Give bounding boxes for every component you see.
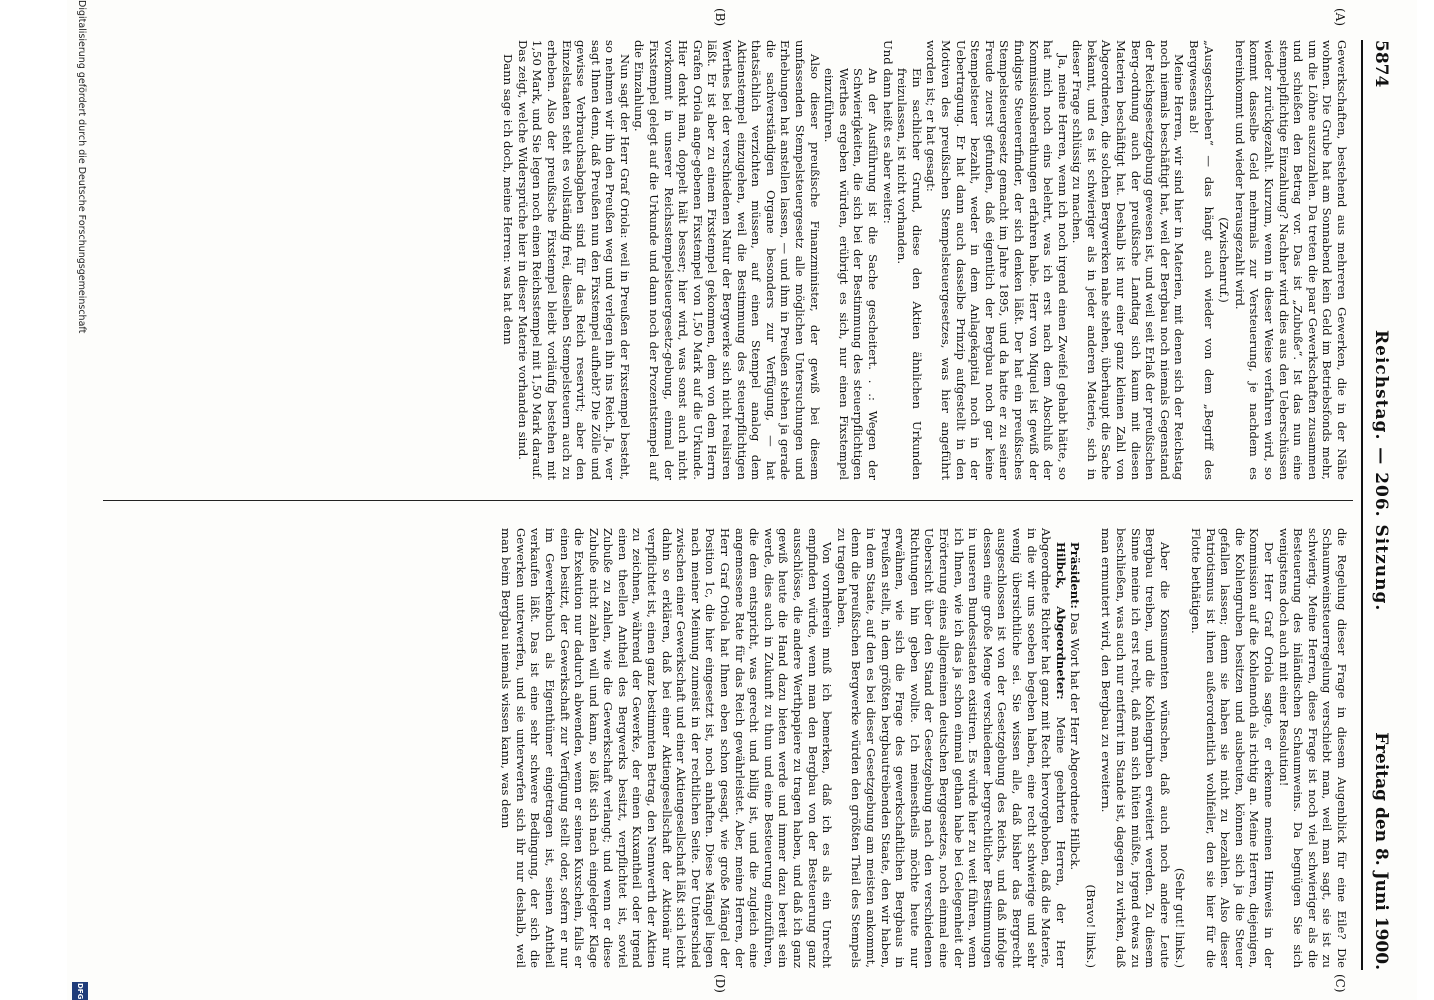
session-date: Freitag den 8. Juni 1900. — [1371, 732, 1391, 970]
paragraph: (Sehr gut! links.) — [1173, 868, 1188, 968]
paragraph: Aber die Konsumenten wünschen, daß auch noch andere Leute Bergbau treiben, und die Kohlengruben erweitert werden. Zu diesem Sinne meine ich erst recht, daß man sich hüten müßte, irgend etwas zu beschließen, was auch nur entfernt im Stande ist, dagegen zu wirken, daß man ermuntert wird, den Bergbau zu erweitern. — [1099, 528, 1172, 968]
paragraph: An der Ausführung ist die Sache gescheitert. . .: Wegen der Schwierigkeiten, die sich bei der Bestimmung des steuerpflichtigen Werthes ergeben würden, erübrigt es sich, nur einen Fixstempel einzuführen. — [822, 68, 880, 480]
paragraph: Der Herr Graf Oriola sagte, er erkenne meinen Hinweis in der Kommission auf die Kohlennoth als richtig an. Meine Herren, diejenigen, die Kohlengruben besitzen und ausbeuten, können sich ja die Steuer gefallen lassen; denn sie haben sie nicht zu bezahlen. Also dieser Patriotismus ist ihnen außerordentlich wohlfeiler, den sie hier für die Flotte bethätigen. — [1189, 528, 1277, 968]
left-text-column — [501, 40, 1349, 480]
paragraph: (Zwischenruf.) — [1217, 217, 1232, 303]
page-header — [1361, 40, 1397, 970]
paragraph: Hilbck, Abgeordneter: Meine geehrten Herren, der Herr Abgeordnete Richter hat ganz mit Recht hervorgehoben, daß die Materie, in die wir uns soeben begeben haben, eine recht schwierige und sehr wenig übersichtliche sei. Sie wissen alle, daß bisher das Bergrecht ausgeschlossen ist von der Gesetzgebung des Reichs, und daß infolge dessen eine große Menge verschiedener bergrechtlicher Bestimmungen in unseren Bundesstaaten existiren. Es würde hier zu weit führen, wenn ich Ihnen, wie ich das ja schon einmal gethan habe bei Gelegenheit der Erörterung eines allgemeinen deutschen Berggesetzes, noch einmal eine Uebersicht über den Stand der Gesetzgebung nach den verschiedenen Richtungen hin geben wollte. Ich meinestheils möchte heute nur erwähnen, wie sich die Frage des gewerkschaftlichen Bergbaus in Preußen stellt, in dem größten bergbautreibenden Staate, den wir haben, in dem Staate, auf den es bei dieser Gesetzgebung am meisten ankommt, denn die preußischen Bergwerke würden den größten Theil des Stempels zu tragen haben. — [834, 528, 1068, 968]
page-number: 5874 — [1371, 40, 1391, 88]
paragraph: Also dieser preußische Finanzminister, der gewiß bei diesem umfassenden Stempelsteuergesetz alle möglichen Untersuchungen und Erhebungen hat anstellen lassen, — und ihm in Preußen stehen ja gerade die sachverständigen Organe besonders zur Verfügung, — hat thatsächlich verzichten müssen, auf einen Stempel analog dem Aktienstempel einzugehen, weil die Bestimmung des steuerpflichtigen Werthes bei der verschiedenen Natur der Bergwerke sich nicht realisiren läßt. Er ist aber zu einem Fixstempel gekommen, dem von dem Herrn Grafen Oriola ange-gebenen Fixstempel von 1,50 Mark auf die Urkunde. Hier denkt man, doppelt hält besser; hier wird, was sonst auch nicht vorkommt in unserer Reichsstempelsteuergesetz-gebung, einmal der Fixstempel gelegt auf die Urkunde und dann noch der Prozentstempel auf die Einzahlung. — [632, 40, 822, 480]
margin-marker-b: (B) — [713, 8, 727, 27]
paragraph: Ein sachlicher Grund, diese den Aktien ähnlichen Urkunden freizulassen, ist nicht vorhanden. — [895, 68, 924, 480]
paragraph: Dann sage ich doch, meine Herren: was hat denn — [501, 54, 516, 345]
page-footer — [71, 0, 89, 1000]
margin-marker-c: (C) — [1333, 974, 1347, 993]
paragraph: (Bravo! links.) — [1083, 884, 1098, 968]
margin-marker-d: (D) — [713, 974, 727, 993]
paragraph: Von vornherein muß ich bemerken, daß ich es als ein Unrecht empfinden würde, wenn man den Bergbau von der Besteuerung ganz ausschlösse, die andere Werthpapiere zu tragen haben, und daß ich ganz gewiß heute die Hand dazu bieten werde und immer dazu bereit sein werde, dies auch in Zukunft zu thun und eine Besteuerung einzuführen, die dem entspricht, was gerecht und billig ist, und die zugleich eine angemessene Rate für das Reich gewährleistet. Aber, meine Herren, der Herr Graf Oriola hat Ihnen eben schon gesagt, wie große Mängel der Position 1c, die hier eingesetzt ist, noch anhaften. Diese Mängel liegen nach meiner Meinung zumeist in der rechtlichen Seite. Der Unterschied zwischen einer Gewerkschaft und einer Aktiengesellschaft läßt sich leicht dahin so erklären, daß bei einer Aktiengesellschaft der Aktionär nur verpflichtet ist, einen ganz bestimmten Betrag, den Nennwerth der Aktien zu zeichnen, während der Gewerke, der einen Kuxantheil oder irgend einen theellen Antheil des Bergwerks besitzt, verpflichtet ist, soviel Zubuße zu zahlen, wie die Gewerkschaft verlangt; und wenn er diese Zubuße nicht zahlen will und kann, so läßt sich nach eingelegter Klage die Exekution nur dadurch abwenden, wenn er seinen Kuxschein, falls er einen besitzt, der Gewerkschaft zur Verfügung stellt oder, sofern er nur im Gewerkenbuch als Eigenthümer eingetragen ist, seinen Antheil verkaufen läßt. Das ist eine sehr schwere Bedingung, der sich die Gewerken unterwerfen, und sie unterwerfen sich ihr nur deshalb, weil man beim Bergbau niemals wissen kann, was denn — [499, 528, 835, 968]
right-text-column — [499, 528, 1349, 968]
margin-marker-a: (A) — [1333, 8, 1347, 27]
footer-credit: Digitalisierung gefördert durch die Deutsche Forschungsgemeinschaft — [76, 0, 87, 334]
paragraph: Nun sagt der Herr Graf Oriola: weil in Preußen der Fixstempel besteht, so nehmen wir ihn den Preußen weg und verlegen ihn ins Reich. Ja, wer sagt Ihnen denn, daß Preußen nun den Fixstempel aufhebt? Die Zölle und gewisse Verbrauchsabgaben sind für das Reich reservirt; aber den Einzelstaaten steht es vollständig frei, dieselben Stempelsteuern auch zu erheben. Also der preußische Fixstempel bleibt vorläufig bestehen mit 1,50 Mark, und Sie legen noch einen Reichsstempel mit 1,50 Mark darauf. Das zeigt, welche Widersprüche hier in dieser Materie vorhanden sind. — [515, 40, 632, 480]
paragraph: Gewerkschaften, bestehend aus mehreren Gewerken, die in der Nähe wohnen. Die Grube hat am Sonnabend kein Geld im Betriebsfonds mehr, um die Löhne auszuzahlen. Da treten die paar Gewerkschaften zusammen und schießen den Betrag vor. Das ist „Zubuße“. Ist das nun eine stempelpflichtige Einzahlung? Nachher wird dies aus den Ueberschüssen wieder zurückgezahlt. Kurzum, wenn in dieser Weise verfahren wird, so kommt dasselbe Geld mehrmals zur Versteuerung, je nachdem es hereinkommt und wieder herausgezahlt wird. — [1232, 40, 1349, 480]
paragraph: Meine Herren, wir sind hier in Materien, mit denen sich der Reichstag noch niemals beschäftigt hat, weil der Bergbau noch niemals Gegenstand der Reichsgesetzgebung gewesen ist, und weil seit Erlaß der preußischen Berg-ordnung auch der preußische Landtag sich kaum mit diesen Materien beschäftigt hat. Deshalb ist nur einer ganz kleinen Zahl von Abgeordneten, die solchen Bergwerken nahe stehen, überhaupt die Sache bekannt, und es ist schwieriger als in jeder anderen Materie, sich in dieser Frage schlüssig zu machen. — [1070, 40, 1187, 480]
column-divider — [103, 500, 1353, 501]
paragraph: Präsident: Das Wort hat der Herr Abgeordnete Hilbck. — [1068, 542, 1083, 871]
dfg-logo-icon: DFG — [72, 982, 88, 1000]
scanned-page — [67, 0, 1417, 1000]
session-title: Reichstag. — 206. Sitzung. — [1371, 330, 1391, 612]
paragraph: die Regelung dieser Frage in diesem Augenblick für eine Eile? Die Schaumweinsteuerregelung verschiebt man, weil man sagt, sie ist zu schwierig. Meine Herren, diese Frage ist noch viel schwieriger als die Besteuerung des inländischen Schaumweins. Da begnügen Sie sich wenigstens doch auch mit einer Resolution! — [1276, 528, 1349, 968]
paragraph: Ja, meine Herren, wenn ich noch irgend einen Zweifel gehabt hätte, so hat mich noch eins belehrt, was ich erst nach dem Abschluß der Kommissionsberathungen erfahren habe. Herr von Miquel ist gewiß der findigste Steuererfinder, der sich denken läßt. Der hat ein preußisches Stempelsteuergesetz gemacht im Jahre 1895, und da hatte er zu seiner Freude zuerst gefunden, daß eigentlich der Bergbau noch gar keine Stempelsteuer bezahlt, weder in dem Anlagekapital noch in der Uebertragung. Er hat dann auch dasselbe Prinzip aufgestellt in den Motiven des preußischen Stempelsteuergesetzes, was hier angeführt worden ist; er hat gesagt: — [924, 40, 1070, 480]
paragraph: Und dann heißt es aber weiter: — [880, 40, 895, 224]
paragraph: „Ausgeschrieben“ — das hängt auch wieder von dem „Begriff des Bergwesens ab! — [1187, 40, 1216, 480]
